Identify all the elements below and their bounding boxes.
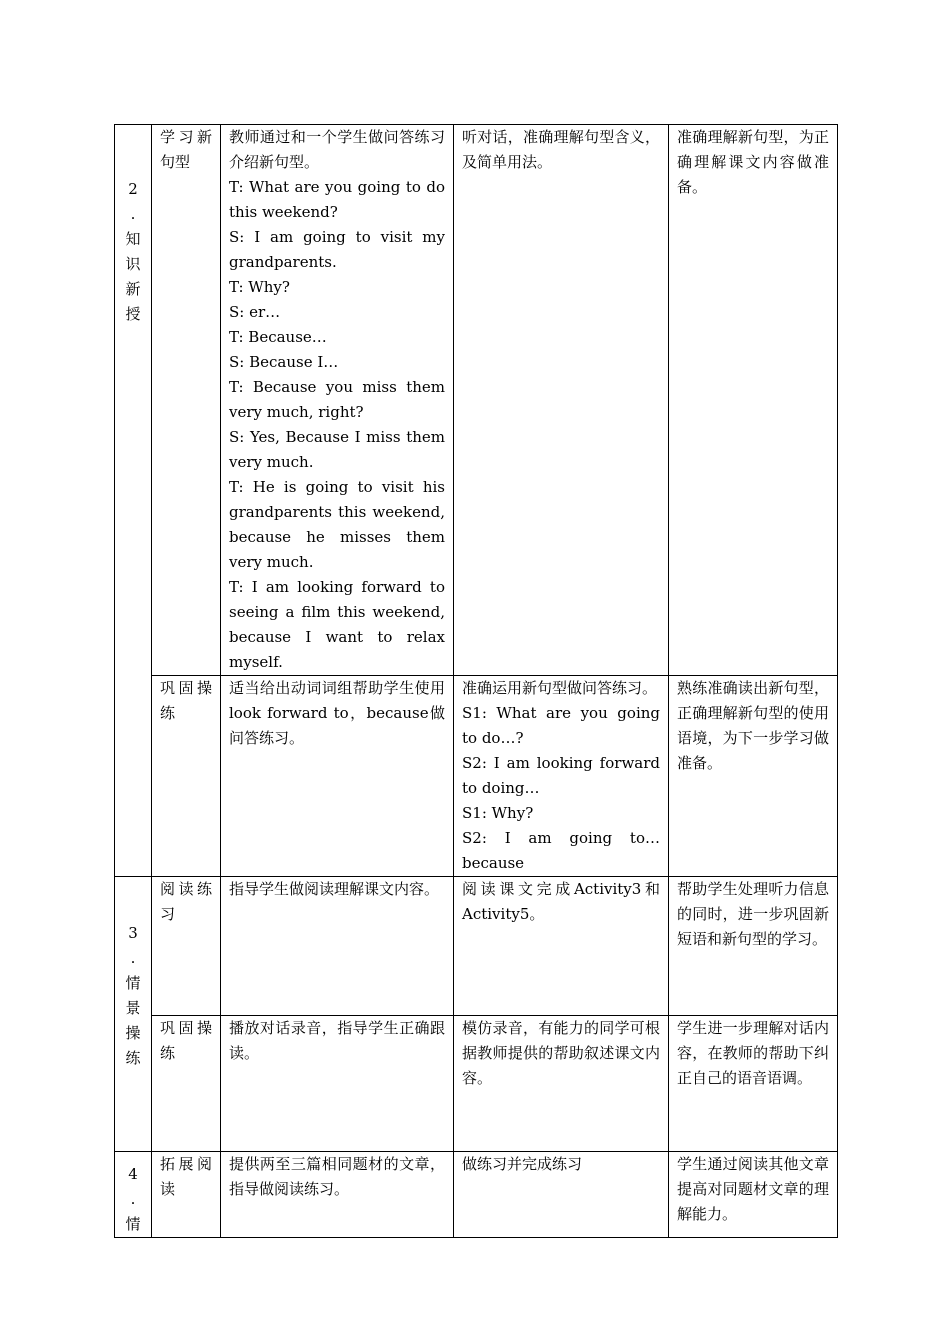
student-line: S2: I am going to…because <box>462 829 660 872</box>
teacher-activity-cell <box>221 676 454 877</box>
activity-label: 巩固操练 <box>160 679 212 722</box>
teacher-activity-cell <box>221 877 454 1016</box>
purpose-line: 学生通过阅读其他文章提高对同题材文章的理解能力。 <box>677 1155 829 1223</box>
stage-label: 2 . 知 识 新 授 <box>125 180 141 323</box>
student-line: S1: Why? <box>462 804 534 822</box>
activity-cell <box>152 1152 221 1238</box>
teacher-line: 教师通过和一个学生做问答练习介绍新句型。 <box>229 128 445 171</box>
student-activity-cell <box>454 877 669 1016</box>
teacher-line: S: Yes, Because I miss them very much. <box>229 428 445 471</box>
teacher-line: S: Because I… <box>229 353 339 371</box>
teacher-line: 适当给出动词词组帮助学生使用look forward to，because做问答练习。 <box>229 679 445 747</box>
stage-cell <box>115 125 152 877</box>
student-line: 准确运用新句型做问答练习。 <box>462 679 658 697</box>
activity-cell <box>152 125 221 676</box>
teacher-activity-cell <box>221 125 454 676</box>
student-line: S2: I am looking forward to doing… <box>462 754 660 797</box>
stage-cell <box>115 877 152 1152</box>
purpose-cell <box>669 676 838 877</box>
student-line: 模仿录音，有能力的同学可根据教师提供的帮助叙述课文内容。 <box>462 1019 660 1087</box>
teacher-line: S: er… <box>229 303 281 321</box>
table-row <box>115 676 838 877</box>
teacher-line: T: He is going to visit his grandparents this weekend, because he misses them very much. <box>229 478 445 571</box>
teacher-line: T: Why? <box>229 278 290 296</box>
activity-label: 拓展阅读 <box>160 1155 212 1198</box>
student-activity-cell <box>454 1016 669 1152</box>
student-line: S1: What are you going to do…? <box>462 704 660 747</box>
lesson-plan-table <box>114 124 838 1238</box>
activity-label: 巩固操练 <box>160 1019 212 1062</box>
teacher-line: T: Because… <box>229 328 327 346</box>
student-activity-cell <box>454 676 669 877</box>
activity-cell <box>152 877 221 1016</box>
purpose-cell <box>669 1152 838 1238</box>
teacher-activity-cell <box>221 1016 454 1152</box>
purpose-line: 准确理解新句型，为正确理解课文内容做准备。 <box>677 128 829 196</box>
stage-label: 4 . 情 <box>125 1165 141 1233</box>
purpose-cell <box>669 1016 838 1152</box>
purpose-line: 学生进一步理解对话内容，在教师的帮助下纠正自己的语音语调。 <box>677 1019 829 1087</box>
teacher-line: 播放对话录音，指导学生正确跟读。 <box>229 1019 445 1062</box>
table-row <box>115 125 838 676</box>
purpose-cell <box>669 877 838 1016</box>
student-line: 阅读课文完成Activity3和Activity5。 <box>462 880 660 923</box>
activity-cell <box>152 1016 221 1152</box>
table-row <box>115 1152 838 1238</box>
teacher-line: 指导学生做阅读理解课文内容。 <box>229 880 440 898</box>
student-activity-cell <box>454 1152 669 1238</box>
activity-label: 学习新句型 <box>160 128 212 171</box>
teacher-activity-cell <box>221 1152 454 1238</box>
purpose-cell <box>669 125 838 676</box>
stage-cell <box>115 1152 152 1238</box>
purpose-line: 帮助学生处理听力信息的同时，进一步巩固新短语和新句型的学习。 <box>677 880 829 948</box>
purpose-line: 熟练准确读出新句型，正确理解新句型的使用语境，为下一步学习做准备。 <box>677 679 829 772</box>
teacher-line: T: Because you miss them very much, right? <box>229 378 445 421</box>
student-line: 听对话，准确理解句型含义，及简单用法。 <box>462 128 660 171</box>
teacher-line: 提供两至三篇相同题材的文章，指导做阅读练习。 <box>229 1155 445 1198</box>
student-activity-cell <box>454 125 669 676</box>
teacher-line: T: I am looking forward to seeing a film this weekend, because I want to relax myself. <box>229 578 445 671</box>
stage-label: 3 . 情 景 操 练 <box>125 924 141 1067</box>
table-row <box>115 1016 838 1152</box>
activity-cell <box>152 676 221 877</box>
teacher-line: S: I am going to visit my grandparents. <box>229 228 445 271</box>
table-row <box>115 877 838 1016</box>
teacher-line: T: What are you going to do this weekend? <box>229 178 445 221</box>
activity-label: 阅读练习 <box>160 880 212 923</box>
student-line: 做练习并完成练习 <box>462 1155 583 1173</box>
